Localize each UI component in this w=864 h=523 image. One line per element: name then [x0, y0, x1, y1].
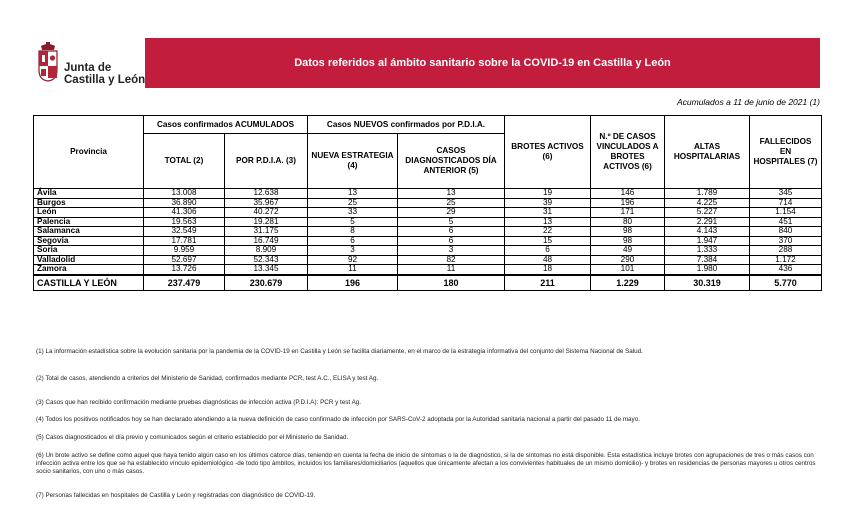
cell: 19.281: [225, 217, 308, 227]
footnote-2: (2) Total de casos, atendiendo a criterios del Ministerio de Sanidad, confirmados mediante PCR, test A.C., ELISA y test Ag.: [36, 375, 379, 382]
cell: 31: [505, 208, 591, 218]
cell: 13.726: [144, 265, 225, 275]
cell-total: 180: [398, 275, 505, 291]
cell: 345: [750, 189, 822, 199]
footnote-3: (3) Casos que han recibido confirmación mediante pruebas diagnósticas de infección activa (P.D.I.A): PCR y test Ag.: [36, 399, 362, 406]
cell: 5: [308, 217, 398, 227]
cell: 8.909: [225, 246, 308, 256]
header-nueva-estrategia: NUEVA ESTRATEGIA (4): [308, 134, 398, 189]
as-of-date: Acumulados a 11 de junio de 2021 (1): [676, 97, 820, 107]
cell: 8: [308, 227, 398, 237]
cell: 196: [591, 198, 665, 208]
cell-provincia: Soria: [34, 246, 144, 256]
header-por-pdia: POR P.D.I.A. (3): [225, 134, 308, 189]
cell: 19.563: [144, 217, 225, 227]
cell-provincia: Burgos: [34, 198, 144, 208]
cell: 22: [505, 227, 591, 237]
header-group-acumulados: Casos confirmados ACUMULADOS: [144, 116, 308, 134]
cell: 31.175: [225, 227, 308, 237]
cell: 451: [750, 217, 822, 227]
junta-logo: [36, 42, 146, 92]
cell: 18: [505, 265, 591, 275]
cell-provincia: Valladolid: [34, 255, 144, 265]
cell-total-label: CASTILLA Y LEÓN: [34, 275, 144, 291]
cell: 25: [308, 198, 398, 208]
cell: 13: [505, 217, 591, 227]
cell: 80: [591, 217, 665, 227]
table-row: [34, 208, 822, 218]
header-casos-diagnosticados: CASOS DIAGNOSTICADOS DÍA ANTERIOR (5): [398, 134, 505, 189]
cell: 98: [591, 236, 665, 246]
cell-provincia: Ávila: [34, 189, 144, 199]
cell: 7.384: [665, 255, 750, 265]
cell: 1.947: [665, 236, 750, 246]
cell: 1.980: [665, 265, 750, 275]
cell: 36.890: [144, 198, 225, 208]
cell: 17.781: [144, 236, 225, 246]
cell: 1.172: [750, 255, 822, 265]
title-banner: [145, 38, 820, 88]
cell: 29: [398, 208, 505, 218]
cell-provincia: Salamanca: [34, 227, 144, 237]
cell: 41.306: [144, 208, 225, 218]
cell-total: 211: [505, 275, 591, 291]
page-title: Datos referidos al ámbito sanitario sobre la COVID-19 en Castilla y León: [294, 57, 671, 69]
cell: 370: [750, 236, 822, 246]
cell-provincia: Zamora: [34, 265, 144, 275]
cell: 13: [398, 189, 505, 199]
cell: 49: [591, 246, 665, 256]
cell: 146: [591, 189, 665, 199]
cell: 4.143: [665, 227, 750, 237]
header-group-nuevos: Casos NUEVOS confirmados por P.D.I.A.: [308, 116, 505, 134]
cell: 840: [750, 227, 822, 237]
cell: 6: [308, 236, 398, 246]
footnote-1: (1) La información estadística sobre la evolución sanitaria por la pandemia de la COVID-19 en Castilla y León se facilita diariamente, en el marco de la estrategia informativa del conjunto del Sistema Nacional de Salud.: [36, 348, 643, 355]
cell: 82: [398, 255, 505, 265]
table-row: [34, 246, 822, 256]
cell: 13: [308, 189, 398, 199]
cell-total: 1.229: [591, 275, 665, 291]
footnote-4: (4) Todos los positivos notificados hoy se han declarado atendiendo a la nueva definición de caso confirmado de infección por SARS-CoV-2 adoptada por la Autoridad sanitaria nacional a partir del pasado 11 de mayo.: [36, 416, 640, 423]
cell: 92: [308, 255, 398, 265]
cell: 19: [505, 189, 591, 199]
cell: 5.227: [665, 208, 750, 218]
cell: 290: [591, 255, 665, 265]
cell: 15: [505, 236, 591, 246]
cell: 11: [398, 265, 505, 275]
cell: 32.549: [144, 227, 225, 237]
table-row: [34, 265, 822, 275]
cell: 11: [308, 265, 398, 275]
cell: 33: [308, 208, 398, 218]
header-vinculados: N.º DE CASOS VINCULADOS A BROTES ACTIVOS (6): [591, 116, 665, 189]
cell: 6: [505, 246, 591, 256]
cell: 101: [591, 265, 665, 275]
cell-total: 30.319: [665, 275, 750, 291]
cell-total: 196: [308, 275, 398, 291]
footnote-6: (6) Un brote activo se define como aquel que haya tenido algún caso en los últimos catorce días, teniendo en cuenta la fecha de inicio de síntomas o la de diagnóstico, si la de síntomas no está disponible. Esta estadística incluye brotes con agrupaciones de tres o más casos con infección activa entre los que se ha establecido vínculo epidemiológico -de todo tipo ámbitos, incluidos los familiares/domiciliarios (aquellos que únicamente afectan a los convivientes habituales de un mismo domicilio)- y brotes en residencias de personas mayores u otros centros socio sanitarios, con uno o más casos.: [36, 452, 816, 475]
header-brotes: BROTES ACTIVOS (6): [505, 116, 591, 189]
cell-total: 237.479: [144, 275, 225, 291]
total-row: [34, 275, 822, 291]
cell-total: 230.679: [225, 275, 308, 291]
cell: 25: [398, 198, 505, 208]
cell: 5: [398, 217, 505, 227]
footnote-7: (7) Personas fallecidas en hospitales de Castilla y León y registradas con diagnóstico de COVID-19.: [36, 492, 316, 499]
table-row: [34, 227, 822, 237]
cell-provincia: Palencia: [34, 217, 144, 227]
footnote-5: (5) Casos diagnosticados el día previo y comunicados según el criterio establecido por el Ministerio de Sanidad.: [36, 434, 349, 441]
cell: 13.008: [144, 189, 225, 199]
cell: 9.959: [144, 246, 225, 256]
header-total: TOTAL (2): [144, 134, 225, 189]
cell: 35.967: [225, 198, 308, 208]
cell: 171: [591, 208, 665, 218]
cell-provincia: Segovia: [34, 236, 144, 246]
cell: 52.697: [144, 255, 225, 265]
cell: 16.749: [225, 236, 308, 246]
cell: 12.638: [225, 189, 308, 199]
cell: 6: [398, 236, 505, 246]
cell: 3: [398, 246, 505, 256]
cell: 48: [505, 255, 591, 265]
cell: 6: [398, 227, 505, 237]
cell: 288: [750, 246, 822, 256]
cell: 52.343: [225, 255, 308, 265]
logo-line-2: Castilla y León: [64, 74, 146, 86]
cell: 39: [505, 198, 591, 208]
cell: 40.272: [225, 208, 308, 218]
table-body: [34, 189, 822, 291]
cell: 3: [308, 246, 398, 256]
cell: 2.291: [665, 217, 750, 227]
covid-data-table: [33, 115, 822, 291]
coat-of-arms-icon: [36, 42, 60, 82]
logo-line-1: Junta de: [64, 62, 112, 74]
header-fallecidos: FALLECIDOS EN HOSPITALES (7): [750, 116, 822, 189]
cell: 714: [750, 198, 822, 208]
cell: 98: [591, 227, 665, 237]
cell: 1.789: [665, 189, 750, 199]
cell: 4.225: [665, 198, 750, 208]
header-provincia: Provincia: [34, 116, 144, 189]
table-row: [34, 189, 822, 199]
cell-total: 5.770: [750, 275, 822, 291]
header-altas: ALTAS HOSPITALARIAS: [665, 116, 750, 189]
cell: 13.345: [225, 265, 308, 275]
cell: 1.333: [665, 246, 750, 256]
cell: 1.154: [750, 208, 822, 218]
cell: 436: [750, 265, 822, 275]
cell-provincia: León: [34, 208, 144, 218]
